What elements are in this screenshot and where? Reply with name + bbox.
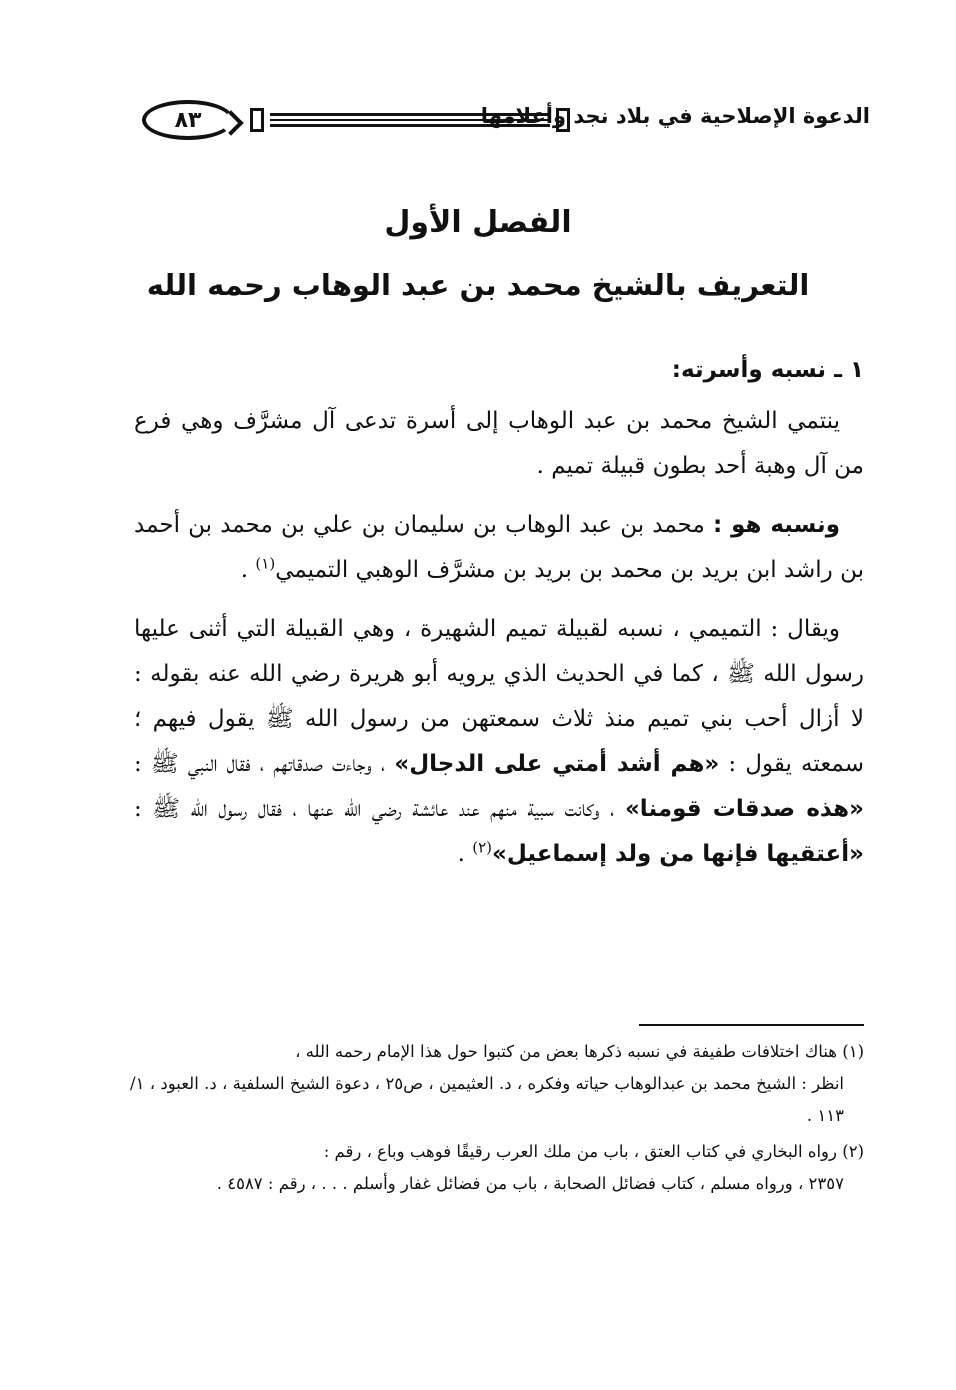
chapter-subtitle: التعريف بالشيخ محمد بن عبد الوهاب رحمه الله [146, 268, 810, 302]
footnote-1-line-1: (١) هناك اختلافات طفيفة في نسبه ذكرها بعض من كتبوا حول هذا الإمام رحمه الله ، [295, 1042, 864, 1061]
body-text [134, 348, 864, 891]
footnotes [130, 1036, 864, 1204]
hadith-quote-1: «هم أشد أمتي على الدجال» [394, 751, 720, 777]
lineage-end: . [240, 557, 256, 583]
footnote-ref-1[interactable]: (١) [255, 554, 276, 573]
paragraph-3 [134, 607, 864, 877]
lineage-label: ونسبه هو : [713, 512, 840, 538]
paragraph-3-part-a: ويقال : التميمي ، نسبه لقبيلة تميم الشهيرة ، وهي القبيلة التي أثنى عليها رسول الله ﷺ ، كما في الحديث الذي يرويه أبو هريرة رضي الله عنه بقوله : لا أزال أحب بني تميم منذ ثلاث سمعتهن من رسول الله ﷺ يقول فيهم ؛ سمعته يقول : [134, 616, 864, 777]
footnote-2-line-1: (٢) رواه البخاري في كتاب العتق ، باب من ملك العرب رقيقًا فوهب وباع ، رقم : [323, 1142, 864, 1161]
section-heading: ١ ـ نسبه وأسرته: [671, 357, 864, 383]
hadith-quote-2: «هذه صدقات قومنا» [624, 796, 864, 822]
page-number [142, 100, 234, 140]
footnote-1-line-2: انظر : الشيخ محمد بن عبدالوهاب حياته وفكره ، د. العثيمين ، ص٢٥ ، دعوة الشيخ السلفية ، د. العبود ، ١/ ١١٣ . [130, 1074, 844, 1125]
footnote-2-line-2: ٢٣٥٧ ، ورواه مسلم ، كتاب فضائل الصحابة ، باب من فضائل غفار وأسلم . . . ، رقم : ٤٥٨٧ . [216, 1174, 844, 1193]
running-header [130, 96, 870, 148]
rule-bracket-left [250, 108, 264, 132]
paragraph-3-end: . [457, 841, 473, 867]
footnote-2 [130, 1136, 864, 1200]
paragraph-3-part-c: ، وكانت سبية منهم عند عائشة رضي الله عنها ، فقال رسول الله ﷺ : [134, 796, 625, 822]
paragraph-3-part-b: ، وجاءت صدقاتهم ، فقال النبي ﷺ : [134, 751, 395, 777]
footnote-1 [130, 1036, 864, 1132]
footnote-divider [639, 1024, 864, 1026]
paragraph-2 [134, 503, 864, 593]
chapter-title: الفصل الأول [384, 205, 572, 240]
hadith-quote-3: «أعتقيها فإنها من ولد إسماعيل» [492, 841, 864, 867]
running-title: الدعوة الإصلاحية في بلاد نجد وأعلامها [480, 104, 870, 128]
page-number-text: ٨٣ [174, 107, 202, 133]
footnote-ref-2[interactable]: (٢) [472, 838, 492, 857]
paragraph-1: ينتمي الشيخ محمد بن عبد الوهاب إلى أسرة تدعى آل مشرَّف وهي فرع من آل وهبة أحد بطون قبيلة تميم . [134, 408, 864, 479]
lineage-text: محمد بن عبد الوهاب بن سليمان بن علي بن محمد بن أحمد بن راشد ابن بريد بن محمد بن بريد بن مشرَّف الوهبي التميمي [134, 512, 864, 583]
